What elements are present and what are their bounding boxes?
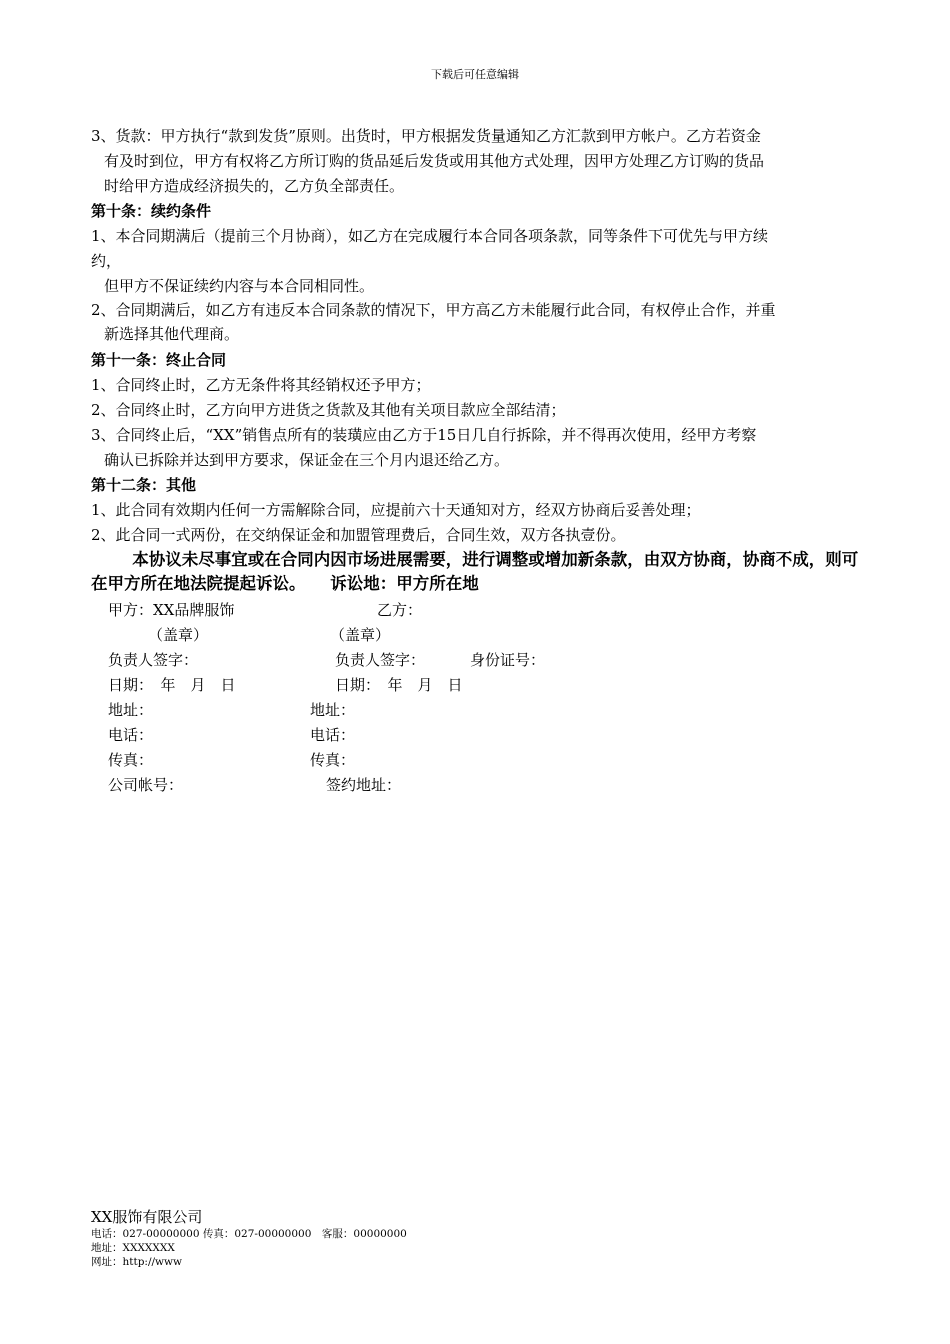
footer-company: XX服饰有限公司 (91, 1208, 203, 1226)
date-b: 日期： 年 月 日 (335, 676, 463, 694)
sign-location: 签约地址： (326, 776, 402, 794)
clause12-item2: 2、此合同一式两份，在交纳保证金和加盟管理费后，合同生效，双方各执壹份。 (91, 526, 626, 544)
clause10-title: 第十条：续约条件 (91, 202, 212, 220)
clause9-item3-line3: 时给甲方造成经济损失的，乙方负全部责任。 (104, 177, 405, 195)
phone-a: 电话： (108, 726, 154, 744)
seal-a: （盖章） (148, 626, 209, 644)
footer-contact: 电话：027-00000000 传真：027-00000000 客服：00000000 (91, 1228, 407, 1240)
fax-a: 传真： (108, 751, 154, 769)
header-note: 下载后可任意编辑 (431, 68, 519, 81)
clause10-item2-line2: 新选择其他代理商。 (104, 325, 240, 343)
clause11-item1: 1、合同终止时，乙方无条件将其经销权还予甲方； (91, 376, 431, 394)
party-b: 乙方： (377, 601, 423, 619)
clause12-title: 第十二条：其他 (91, 476, 197, 494)
clause9-item3-line2: 有及时到位，甲方有权将乙方所订购的货品延后发货或用其他方式处理，因甲方处理乙方订购的货品 (104, 152, 765, 170)
party-a: 甲方：XX品牌服饰 (108, 601, 235, 619)
clause11-item3-line1: 3、合同终止后，“XX”销售点所有的装璜应由乙方于15日几自行拆除，并不得再次使用，经甲方考察 (91, 426, 757, 444)
clause11-title: 第十一条：终止合同 (91, 351, 227, 369)
clause9-item3-line1: 3、货款：甲方执行“款到发货”原则。出货时，甲方根据发货量通知乙方汇款到甲方帐户。乙方若资金 (91, 127, 761, 145)
company-account: 公司帐号： (108, 776, 184, 794)
clause10-item2-line1: 2、合同期满后，如乙方有违反本合同条款的情况下，甲方高乙方未能履行此合同，有权停止合作，并重 (91, 301, 776, 319)
id-number: 身份证号： (470, 651, 546, 669)
phone-b: 电话： (310, 726, 356, 744)
clause10-item1-line3: 但甲方不保证续约内容与本合同相同性。 (104, 277, 375, 295)
clause12-item1: 1、此合同有效期内任何一方需解除合同，应提前六十天通知对方，经双方协商后妥善处理； (91, 501, 701, 519)
clause10-item1-line2: 约， (91, 252, 122, 270)
signer-b: 负责人签字： (335, 651, 426, 669)
address-a: 地址： (108, 701, 154, 719)
footer-website: 网址：http://www (91, 1256, 182, 1268)
date-a: 日期： 年 月 日 (108, 676, 236, 694)
final-statement: 本协议未尽事宜或在合同内因市场进展需要，进行调整或增加新条款，由双方协商，协商不成，则可在甲方所在地法院提起诉讼。 诉讼地：甲方所在地 (91, 550, 859, 593)
signer-a: 负责人签字： (108, 651, 199, 669)
fax-b: 传真： (310, 751, 356, 769)
clause11-item3-line2: 确认已拆除并达到甲方要求，保证金在三个月内退还给乙方。 (104, 451, 510, 469)
clause10-item1-line1: 1、本合同期满后（提前三个月协商），如乙方在完成履行本合同各项条款，同等条件下可优先与甲方续 (91, 227, 769, 245)
seal-b: （盖章） (330, 626, 391, 644)
clause11-item2: 2、合同终止时，乙方向甲方进货之货款及其他有关项目款应全部结清； (91, 401, 566, 419)
footer-address: 地址：XXXXXXX (91, 1242, 175, 1254)
address-b: 地址： (310, 701, 356, 719)
